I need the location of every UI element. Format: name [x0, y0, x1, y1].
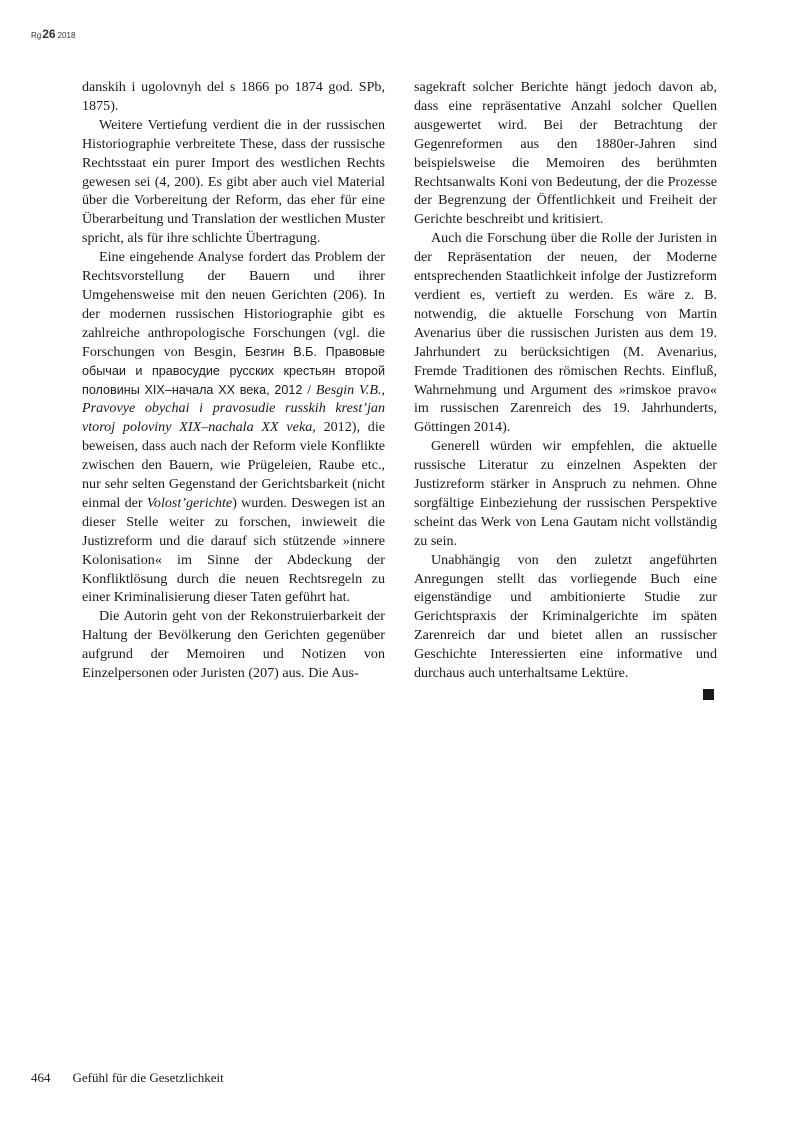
year: 2018: [57, 31, 76, 40]
paragraph: [82, 248, 385, 607]
paragraph: danskih i ugolovnyh del s 1866 po 1874 god. SPb, 1875).: [82, 79, 385, 114]
paragraph-text: ) wurden. Deswegen ist an dieser Stelle weiter zu forschen, inwieweit die Justizreform und die darauf sich stützende »innere Kolonisation« im Sinne der Abdeckung der Konfliktlösung durch die neuen Rechtsregeln zu einer Kriminalisierung dieser Taten geführt hat.: [82, 494, 385, 606]
paragraph-text: Eine eingehende Analyse fordert das Problem der Rechtsvorstellung der Bauern und ihrer Umgehensweise mit den neuen Gerichten (206). In der modernen russischen Historiographie gibt es zahlreiche anthropologische Forschungen (vgl. die Forschungen von Besgin,: [82, 249, 385, 360]
paragraph: Auch die Forschung über die Rolle der Juristen in der Repräsentation der neuen, der Moderne entsprechenden Staatlichkeit infolge der Justizreform verdient es, vertieft zu werden. Es wäre z. B. notwendig, die aktuelle Forschung von Martin Avenarius über die russischen Juristen aus dem 19. Jahrhundert zu berücksichtigen (M. Avenarius, Fremde Traditionen des römischen Rechts. Einfluß, Wahrnehmung und Argument des »rimskoe pravo« im russischen Zarenreich des 19. Jahrhunderts, Göttingen 2014).: [414, 230, 717, 436]
left-column: [82, 78, 385, 683]
cyrillic-reference: Безгин В.Б. Правовые обычаи и правосудие русских крестьян второй половины XIX–начала XX века, 2012: [82, 344, 385, 397]
transliterated-reference: Besgin V.B., Pravovye obychai i pravosudie russkih krest’jan vtoroj poloviny XIX–nachala XX veka: [82, 381, 385, 436]
end-of-article-mark: [703, 689, 714, 700]
running-head: [31, 27, 75, 41]
reference-separator: /: [302, 381, 316, 398]
paragraph: Die Autorin geht von der Rekonstruierbarkeit der Haltung der Bevölkerung den Gerichten gegenüber aufgrund der Memoiren und Notizen von Einzelpersonen oder Juristen (207) aus. Die Aus-: [82, 608, 385, 682]
page-footer: [31, 1070, 224, 1086]
volume-number: 26: [42, 27, 56, 41]
paragraph: Unabhängig von den zuletzt angeführten Anregungen stellt das vorliegende Buch eine eigenständige und ambitionierte Studie zur Gerichtspraxis der Kriminalgerichte im späten Zarenreich dar und bietet allen an russischer Geschichte Interessierten eine informative und durchaus auch unterhaltsame Lektüre.: [414, 551, 717, 682]
paragraph-text: , 2012), die beweisen, dass auch nach der Reform viele Konflikte zwischen den Bauern, wie Prügeleien, Raube etc., nur sehr selten Gegenstand der Gerichtsbarkeit (nicht einmal der: [82, 419, 385, 511]
journal-abbrev: Rg: [31, 31, 42, 40]
right-column: [414, 78, 717, 700]
paragraph: Generell würden wir empfehlen, die aktuelle russische Literatur zu einzelnen Aspekten der Justizreform stärker in Anspruch zu nehmen. Ohne sorgfältige Einbeziehung der russischen Perspektive scheint das Werk von Lena Gautam nicht vollständig zu sein.: [414, 438, 717, 549]
paragraph: sagekraft solcher Berichte hängt jedoch davon ab, dass eine repräsentative Anzahl solcher Quellen ausgewertet wird. Bei der Betrachtung der Gegenreformen aus den 1880er-Jahren sind beispielsweise die Memoiren des berühmten Rechtsanwalts Koni von Bedeutung, der die Prozesse der Begrenzung der Öffentlichkeit und Freiheit der Gerichte beschreibt und kritisiert.: [414, 79, 717, 228]
section-title: Gefühl für die Gesetzlichkeit: [72, 1070, 224, 1085]
page-number: 464: [31, 1070, 51, 1085]
paragraph: Weitere Vertiefung verdient die in der russischen Historiographie verbreitete These, dass der russische Rechtsstaat ein purer Import des westlichen Rechts gewesen sei (4, 200). Es gibt aber auch viel Material über die Vorbereitung der Reform, das eher für eine Überarbeitung und Translation der westlichen Muster spricht, als für ihre schlichte Übertragung.: [82, 116, 385, 247]
italic-term: Volost’gerichte: [146, 494, 233, 511]
